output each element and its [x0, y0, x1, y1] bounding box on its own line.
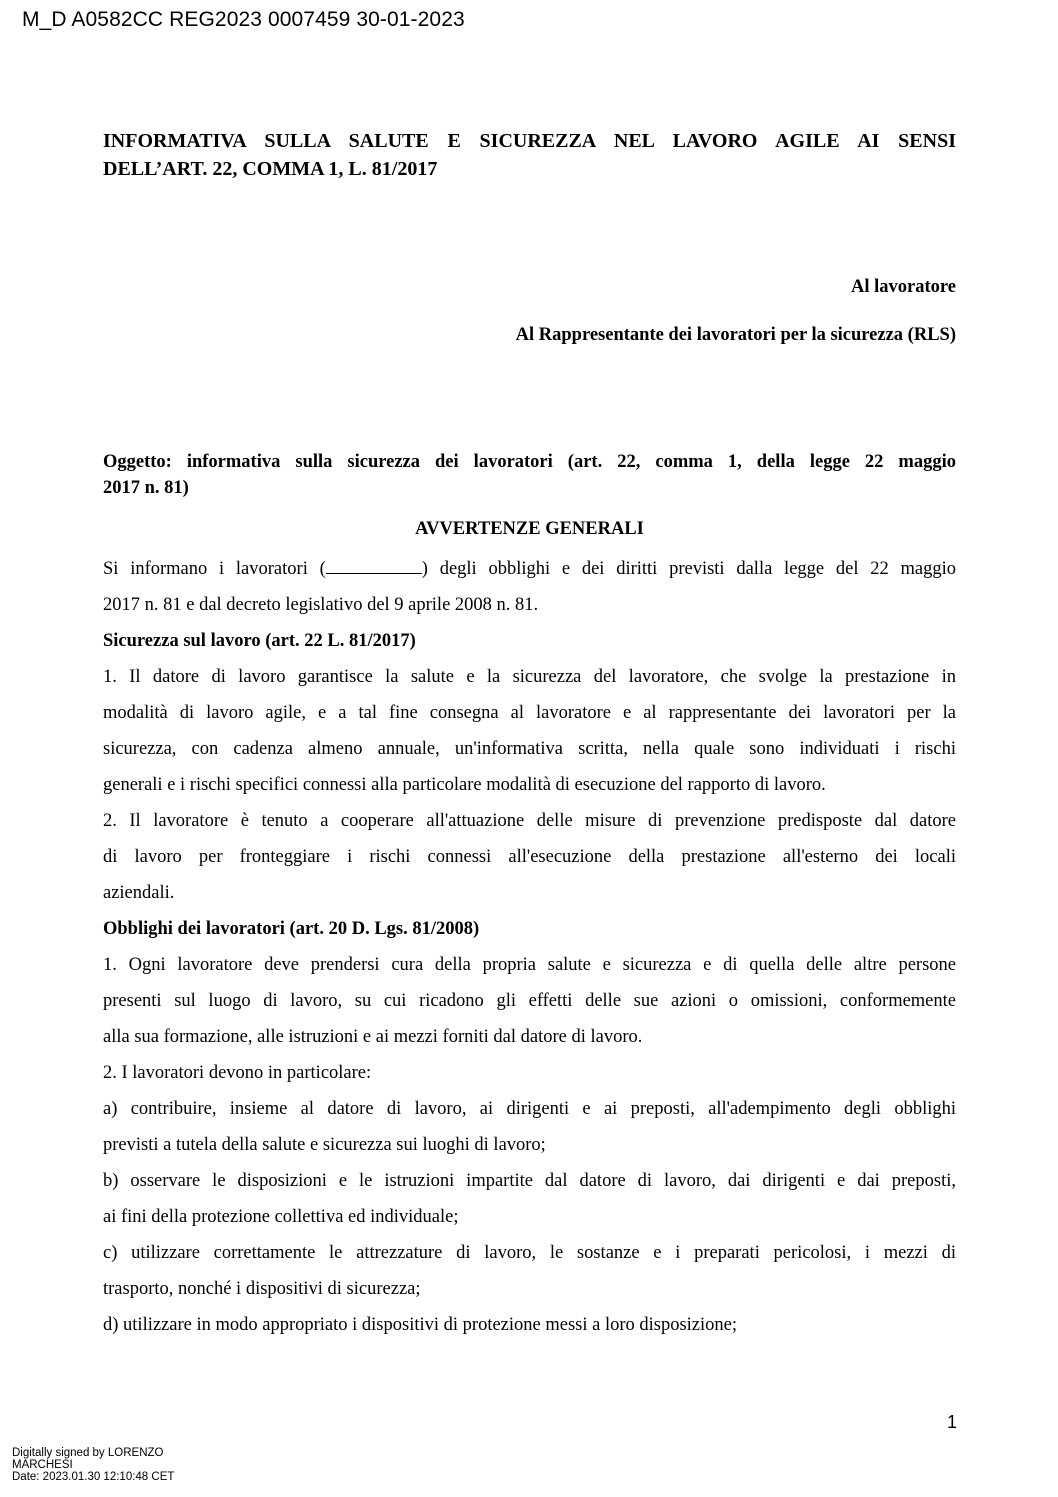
intro-line-2: 2017 n. 81 e dal decreto legislativo del 9 aprile 2008 n. 81.	[103, 595, 539, 615]
intro-text-b: ) degli obblighi e dei diritti previsti dalla legge del 22 maggio	[421, 559, 956, 579]
paragraph-line: 2. Il lavoratore è tenuto a cooperare all'attuazione delle misure di prevenzione predisposte dal datore	[103, 811, 956, 831]
document-title	[103, 127, 956, 183]
title-line-1: INFORMATIVA SULLA SALUTE E SICUREZZA NEL LAVORO AGILE AI SENSI	[103, 130, 956, 152]
subject-line-1: Oggetto: informativa sulla sicurezza dei lavoratori (art. 22, comma 1, della legge 22 maggio	[103, 452, 956, 472]
paragraph-line: alla sua formazione, alle istruzioni e ai mezzi forniti dal datore di lavoro.	[103, 1027, 643, 1047]
paragraph-line: presenti sul luogo di lavoro, su cui ricadono gli effetti delle sue azioni o omissioni, conformemente	[103, 991, 956, 1011]
signature-line-2: MARCHESI	[12, 1459, 73, 1471]
list-item-b-line-2: ai fini della protezione collettiva ed individuale;	[103, 1207, 459, 1227]
subject	[103, 449, 956, 501]
section-heading-sicurezza: Sicurezza sul lavoro (art. 22 L. 81/2017)	[103, 631, 416, 651]
subject-line-2: 2017 n. 81)	[103, 478, 189, 498]
recipient-rls: Al Rappresentante dei lavoratori per la sicurezza (RLS)	[515, 325, 956, 345]
digital-signature	[12, 1447, 174, 1483]
title-line-2: DELL’ART. 22, COMMA 1, L. 81/2017	[103, 158, 438, 180]
list-item-d: d) utilizzare in modo appropriato i dispositivi di protezione messi a loro disposizione;	[103, 1315, 738, 1335]
paragraph-line: 1. Il datore di lavoro garantisce la salute e la sicurezza del lavoratore, che svolge la prestazione in	[103, 667, 956, 687]
page-number: 1	[946, 1412, 957, 1432]
list-item-a-line-1: a) contribuire, insieme al datore di lavoro, ai dirigenti e ai preposti, all'adempimento degli obblighi	[103, 1099, 956, 1119]
section-heading-obblighi: Obblighi dei lavoratori (art. 20 D. Lgs. 81/2008)	[103, 919, 480, 939]
intro-text-a: Si informano i lavoratori (	[103, 559, 326, 579]
intro-line-1	[103, 551, 956, 587]
list-item-c-line-2: trasporto, nonché i dispositivi di sicurezza;	[103, 1279, 421, 1299]
paragraph-line: 1. Ogni lavoratore deve prendersi cura della propria salute e sicurezza e di quella delle altre persone	[103, 955, 956, 975]
paragraph-line: generali e i rischi specifici connessi alla particolare modalità di esecuzione del rapporto di lavoro.	[103, 775, 826, 795]
section-heading-avvertenze: AVVERTENZE GENERALI	[415, 519, 644, 539]
body-text	[103, 551, 956, 1343]
list-item-a-line-2: previsti a tutela della salute e sicurezza sui luoghi di lavoro;	[103, 1135, 546, 1155]
paragraph-line: modalità di lavoro agile, e a tal fine consegna al lavoratore e al rappresentante dei lavoratori per la	[103, 703, 956, 723]
list-item-b-line-1: b) osservare le disposizioni e le istruzioni impartite dal datore di lavoro, dai dirigenti e dai preposti,	[103, 1171, 956, 1191]
blank-field	[326, 555, 422, 574]
signature-line-3: Date: 2023.01.30 12:10:48 CET	[12, 1471, 175, 1483]
protocol-stamp: M_D A0582CC REG2023 0007459 30-01-2023	[22, 8, 465, 31]
paragraph-line: 2. I lavoratori devono in particolare:	[103, 1063, 372, 1083]
recipient-worker: Al lavoratore	[851, 277, 956, 297]
list-item-c-line-1: c) utilizzare correttamente le attrezzature di lavoro, le sostanze e i preparati pericolosi, i mezzi di	[103, 1243, 956, 1263]
signature-line-1: Digitally signed by LORENZO	[12, 1447, 164, 1459]
paragraph-line: aziendali.	[103, 883, 175, 903]
paragraph-line: sicurezza, con cadenza almeno annuale, un'informativa scritta, nella quale sono individuati i rischi	[103, 739, 956, 759]
paragraph-line: di lavoro per fronteggiare i rischi connessi all'esecuzione della prestazione all'esterno dei locali	[103, 847, 956, 867]
